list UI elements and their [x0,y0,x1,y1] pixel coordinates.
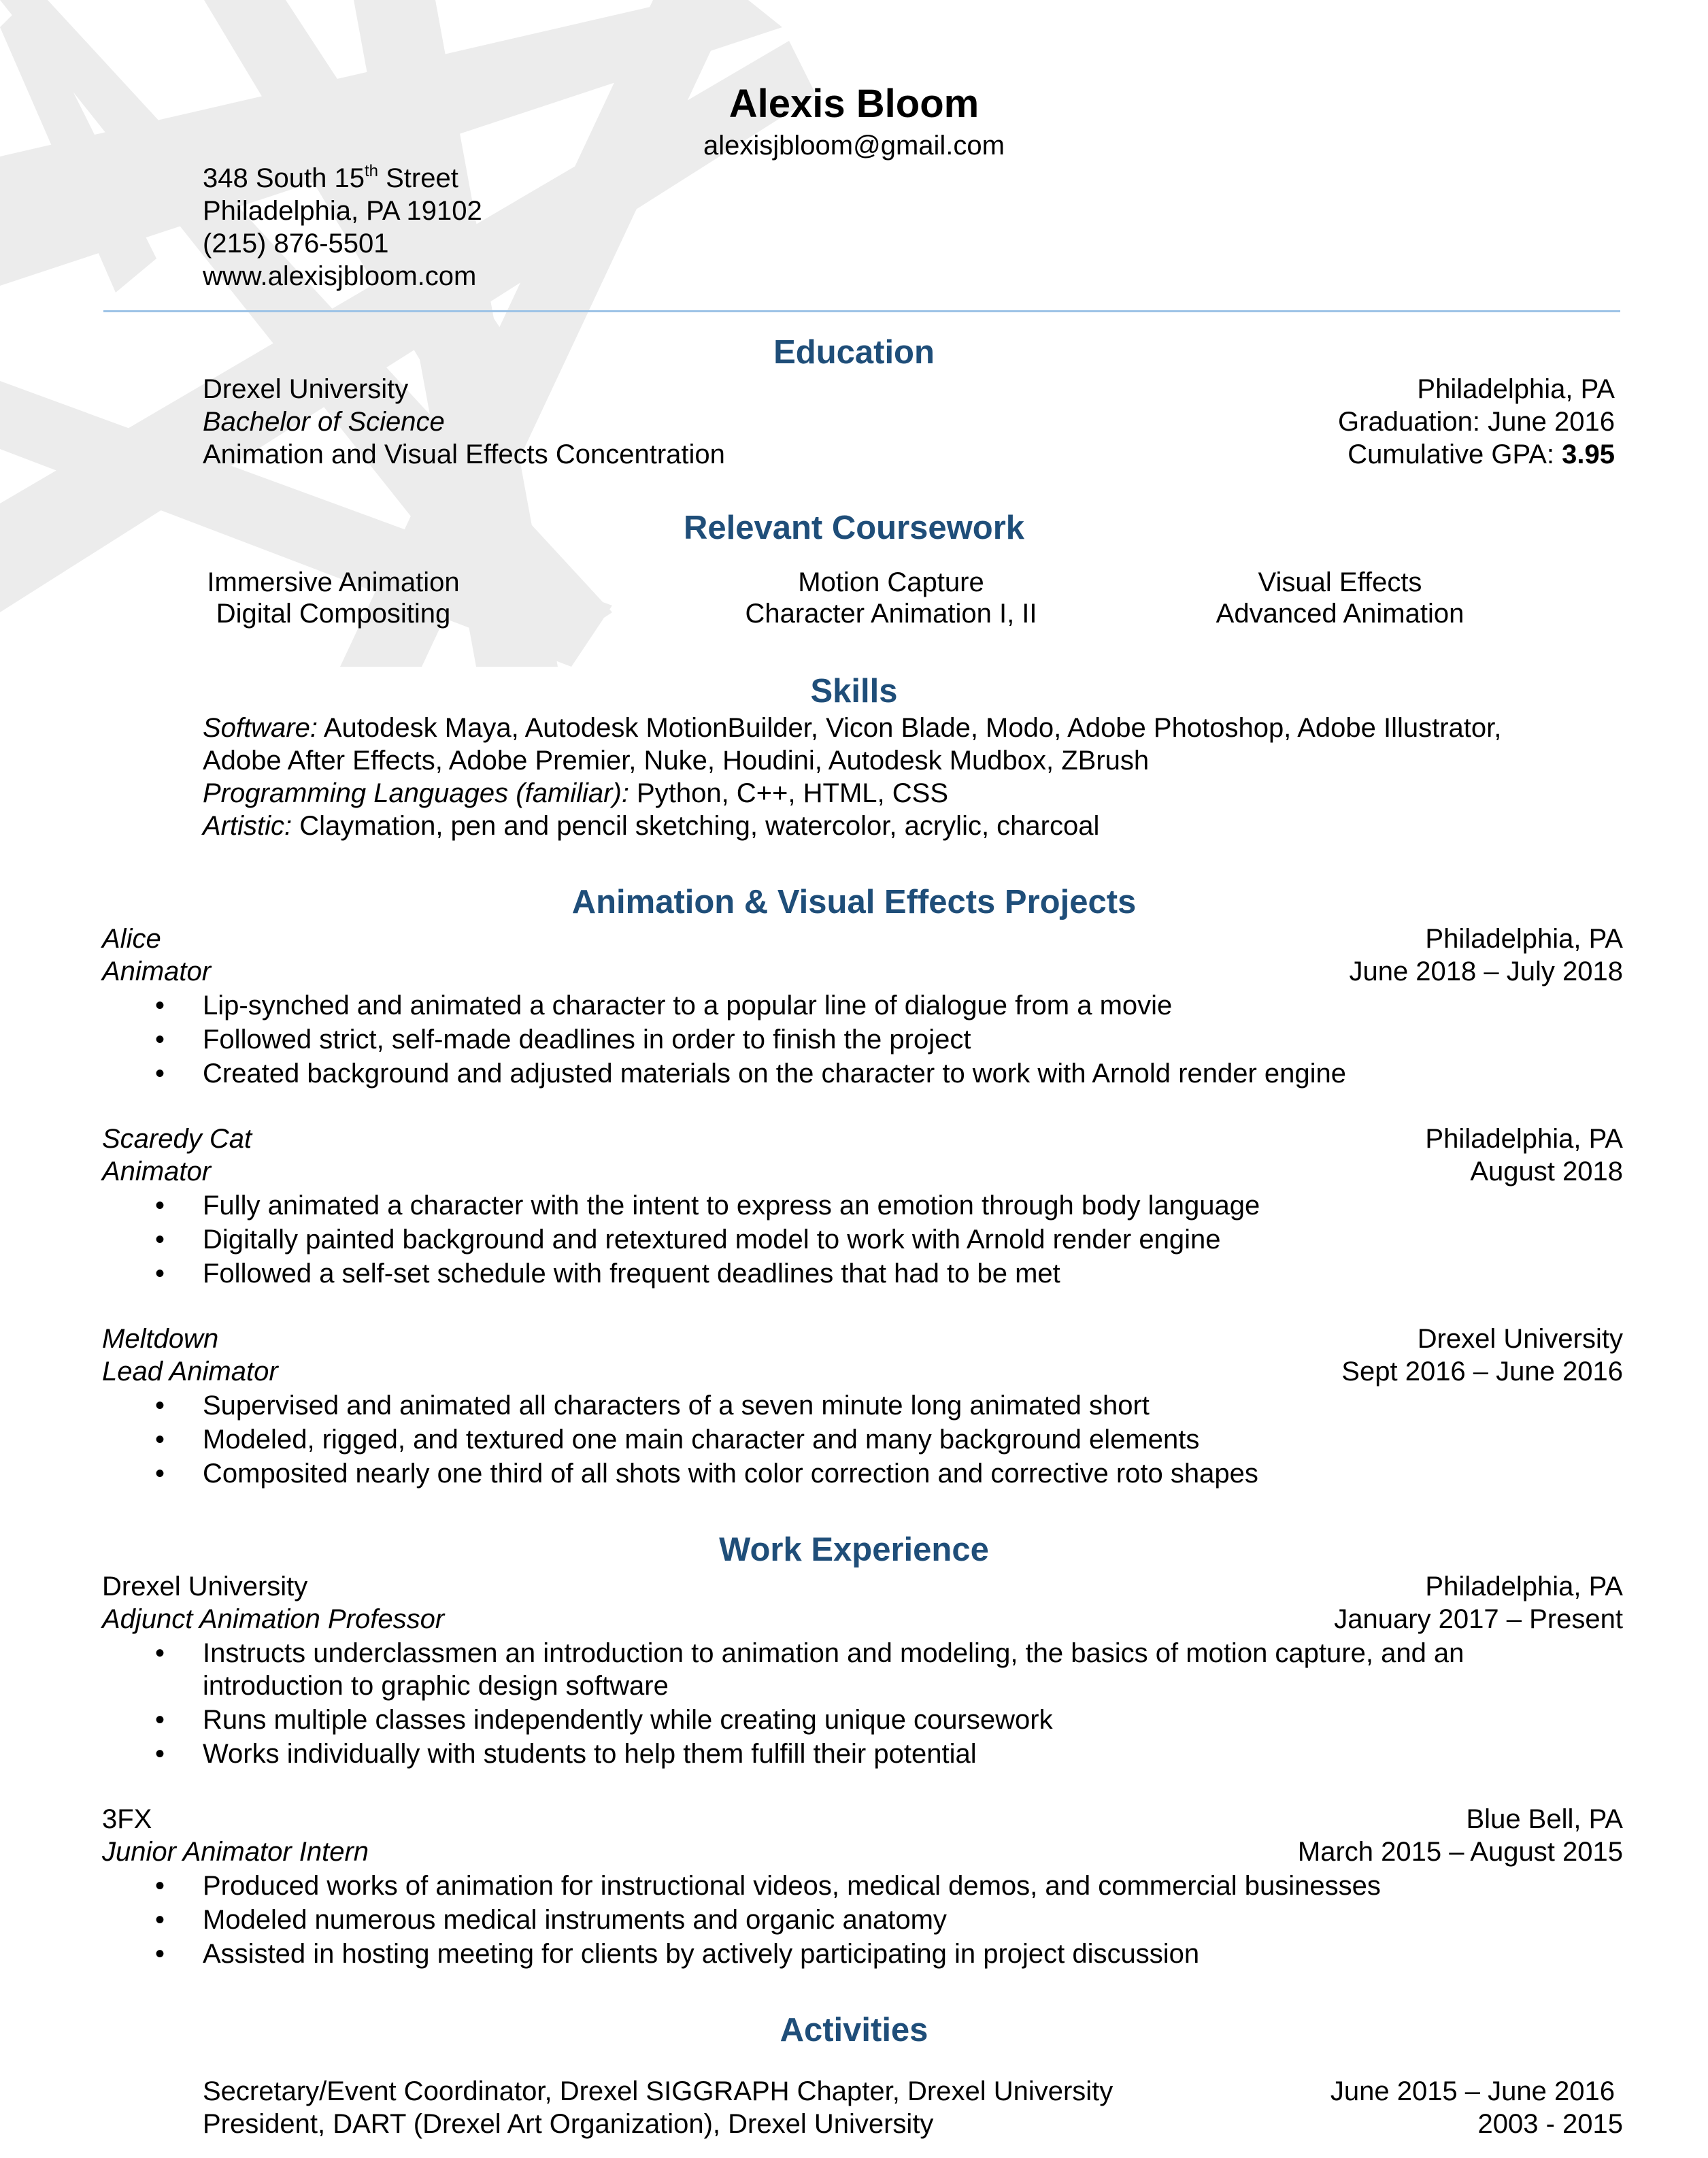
skills-artistic: Artistic: Claymation, pen and pencil sketching, watercolor, acrylic, charcoal [203,811,1100,841]
bullet-icon: • [155,1939,165,1969]
section-heading-skills: Skills [810,673,898,710]
job-dates: March 2015 – August 2015 [1297,1837,1623,1867]
job-bullet: Instructs underclassmen an introduction to animation and modeling, the basics of motion capture, and an [203,1638,1464,1668]
email: alexisjbloom@gmail.com [703,131,1005,161]
bullet-icon: • [155,1459,165,1489]
job-role: Adjunct Animation Professor [102,1604,445,1634]
project-dates: June 2018 – July 2018 [1349,957,1623,986]
job-dates: January 2017 – Present [1334,1604,1623,1634]
job-bullet: Modeled numerous medical instruments and organic anatomy [203,1905,947,1935]
education-concentration: Animation and Visual Effects Concentration [203,439,725,469]
project-title: Alice [102,924,161,954]
activity-item: Secretary/Event Coordinator, Drexel SIGGRAPH Chapter, Drexel University [203,2076,1113,2106]
job-bullet: Runs multiple classes independently while creating unique coursework [203,1705,1053,1735]
section-heading-activities: Activities [780,2012,928,2048]
project-title: Meltdown [102,1324,219,1354]
course-item: Digital Compositing [216,599,451,629]
course-item: Advanced Animation [1216,599,1464,629]
project-location: Drexel University [1417,1324,1623,1354]
project-bullet: Digitally painted background and retextured model to work with Arnold render engine [203,1225,1221,1255]
bullet-icon: • [155,1225,165,1255]
bullet-icon: • [155,991,165,1020]
bullet-icon: • [155,1191,165,1221]
section-heading-projects: Animation & Visual Effects Projects [571,884,1137,920]
project-bullet: Followed strict, self-made deadlines in order to finish the project [203,1025,971,1055]
bullet-icon: • [155,1059,165,1089]
job-bullet: Assisted in hosting meeting for clients by actively participating in project discussion [203,1939,1200,1969]
skills-software-continued: Adobe After Effects, Adobe Premier, Nuke, Houdini, Autodesk Mudbox, ZBrush [203,746,1150,776]
skills-programming: Programming Languages (familiar): Python, C++, HTML, CSS [203,778,948,808]
project-bullet: Lip-synched and animated a character to a popular line of dialogue from a movie [203,991,1173,1020]
bullet-icon: • [155,1638,165,1668]
bullet-icon: • [155,1025,165,1055]
project-role: Animator [102,957,212,986]
phone-number: (215) 876-5501 [203,229,389,259]
header-divider [103,310,1620,312]
project-title: Scaredy Cat [102,1124,252,1154]
job-role: Junior Animator Intern [102,1837,369,1867]
project-role: Animator [102,1157,212,1186]
bullet-icon: • [155,1391,165,1421]
project-location: Philadelphia, PA [1425,1124,1623,1154]
project-dates: August 2018 [1470,1157,1623,1186]
job-location: Philadelphia, PA [1425,1572,1623,1601]
education-graduation: Graduation: June 2016 [1338,407,1615,437]
bullet-icon: • [155,1259,165,1289]
section-heading-work: Work Experience [719,1531,989,1568]
candidate-name: Alexis Bloom [729,82,979,126]
project-bullet: Followed a self-set schedule with frequent deadlines that had to be met [203,1259,1060,1289]
bullet-icon: • [155,1739,165,1769]
activity-dates: 2003 - 2015 [1477,2109,1623,2139]
job-location: Blue Bell, PA [1466,1804,1623,1834]
skills-software: Software: Autodesk Maya, Autodesk MotionBuilder, Vicon Blade, Modo, Adobe Photoshop, Adobe Illustrator, [203,713,1502,743]
bullet-icon: • [155,1905,165,1935]
project-bullet: Modeled, rigged, and textured one main character and many background elements [203,1425,1200,1455]
project-bullet: Supervised and animated all characters of a seven minute long animated short [203,1391,1150,1421]
education-degree: Bachelor of Science [203,407,445,437]
job-bullet: Produced works of animation for instructional videos, medical demos, and commercial businesses [203,1871,1381,1901]
education-location: Philadelphia, PA [1417,374,1615,404]
job-bullet-continued: introduction to graphic design software [203,1671,669,1701]
city-state-zip: Philadelphia, PA 19102 [203,196,482,226]
activity-item: President, DART (Drexel Art Organization), Drexel University [203,2109,934,2139]
website: www.alexisjbloom.com [203,261,477,291]
education-school: Drexel University [203,374,409,404]
project-dates: Sept 2016 – June 2016 [1341,1357,1623,1387]
project-role: Lead Animator [102,1357,278,1387]
project-bullet: Composited nearly one third of all shots with color correction and corrective roto shapes [203,1459,1258,1489]
education-gpa: Cumulative GPA: 3.95 [1347,439,1615,469]
project-location: Philadelphia, PA [1425,924,1623,954]
job-bullet: Works individually with students to help them fulfill their potential [203,1739,977,1769]
job-company: 3FX [102,1804,152,1834]
bullet-icon: • [155,1425,165,1455]
bullet-icon: • [155,1705,165,1735]
course-item: Motion Capture [798,567,984,597]
project-bullet: Created background and adjusted materials on the character to work with Arnold render engine [203,1059,1346,1089]
section-heading-education: Education [773,334,935,371]
course-item: Character Animation I, II [745,599,1037,629]
course-item: Visual Effects [1258,567,1422,597]
bullet-icon: • [155,1871,165,1901]
job-company: Drexel University [102,1572,308,1601]
activity-dates: June 2015 – June 2016 [1330,2076,1615,2106]
section-heading-coursework: Relevant Coursework [683,510,1025,546]
course-item: Immersive Animation [207,567,460,597]
project-bullet: Fully animated a character with the intent to express an emotion through body language [203,1191,1260,1221]
street-address: 348 South 15th Street [203,162,458,193]
